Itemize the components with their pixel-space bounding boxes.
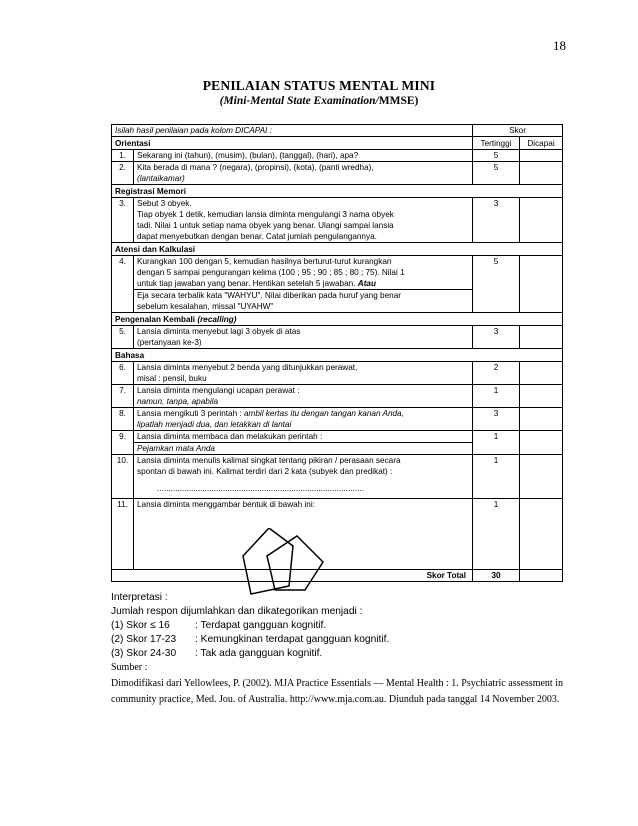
item-text: Lansia diminta membaca dan melakukan perintah : Pejamkan mata Anda bbox=[134, 431, 473, 455]
item-text: Lansia mengikuti 3 perintah : ambil kertas itu dengan tangan kanan Anda, lipatlah menjadi dua, dan letakkan di lantai bbox=[134, 408, 473, 431]
max-score: 3 bbox=[473, 408, 520, 431]
item-text: Lansia diminta menggambar bentuk di bawah ini: bbox=[134, 499, 473, 570]
table-row: 5. Lansia diminta menyebut lagi 3 obyek di atas (pertanyaan ke-3) 3 bbox=[112, 326, 563, 349]
item-text: Lansia diminta menyebut lagi 3 obyek di atas (pertanyaan ke-3) bbox=[134, 326, 473, 349]
interpretation-row: (3) Skor 24-30 : Tak ada gangguan kognitif. bbox=[111, 648, 323, 659]
max-score: 1 bbox=[473, 499, 520, 570]
document-subtitle bbox=[0, 95, 638, 107]
item-text: Sekarang ini (tahun), (musim), (bulan), (tanggal), (hari), apa? bbox=[134, 150, 473, 162]
section-atensi: Atensi dan Kalkulasi bbox=[112, 243, 563, 256]
source-text: Dimodifikasi dari Yellowlees, P. (2002). MJA Practice Essentials — Mental Health : 1. Psychiatric assessment in community practice, Med. Jou. of Australia. http://www.mja.com.au. Diunduh pada tanggal 14 November 2003. bbox=[111, 678, 563, 705]
subtitle-italic: (Mini-Mental State Examination/ bbox=[219, 95, 379, 107]
achieved-score-header: Dicapai bbox=[520, 137, 563, 150]
max-score: 1 bbox=[473, 385, 520, 408]
max-score: 1 bbox=[473, 431, 520, 455]
section-orientasi-row bbox=[112, 137, 563, 150]
achieved-score-input[interactable] bbox=[520, 455, 563, 499]
interpretation-row: (1) Skor ≤ 16 : Terdapat gangguan kognitif. bbox=[111, 620, 327, 631]
document-title: PENILAIAN STATUS MENTAL MINI bbox=[202, 78, 436, 93]
item-text: Lansia diminta mengulangi ucapan perawat : namun, tanpa, apabila bbox=[134, 385, 473, 408]
achieved-score-input[interactable] bbox=[520, 198, 563, 243]
total-label: Skor Total bbox=[112, 570, 473, 582]
achieved-score-input[interactable] bbox=[520, 162, 563, 185]
mmse-table bbox=[111, 124, 563, 582]
score-header: Skor bbox=[473, 125, 563, 137]
table-row: 10. Lansia diminta menulis kalimat singkat tentang pikiran / perasaan secara spontan di bawah ini. Kalimat terdiri dari 2 kata (subyek dan predikat) : ........................................................................................... 1 bbox=[112, 455, 563, 499]
interpretation-heading: Interpretasi : bbox=[111, 592, 168, 603]
section-registrasi: Registrasi Memori bbox=[112, 185, 563, 198]
section-orientasi: Orientasi bbox=[112, 137, 473, 150]
achieved-total-input[interactable] bbox=[520, 570, 563, 582]
table-row: 4. Kurangkan 100 dengan 5, kemudian hasilnya berturut-turut kurangkan dengan 5 sampai pengurangan kelima (100 ; 95 ; 90 ; 85 ; 80 ; 75). Nilai 1 untuk tiap jawaban yang benar. Hentikan setelah 5 jawaban. Atau Eja secara terbalik kata "WAHYU". Nilai diberikan pada huruf yang benar sebelum kesalahan, missal "UYAHW" 5 bbox=[112, 256, 563, 313]
section-bahasa: Bahasa bbox=[112, 349, 563, 362]
source-heading: Sumber : bbox=[111, 662, 148, 673]
achieved-score-input[interactable] bbox=[520, 326, 563, 349]
achieved-score-input[interactable] bbox=[520, 408, 563, 431]
table-row: 6. Lansia diminta menyebut 2 benda yang ditunjukkan perawat, misal : pensil, buku 2 bbox=[112, 362, 563, 385]
table-row: 3. Sebut 3 obyek. Tiap obyek 1 detik, kemudian lansia diminta mengulangi 3 nama obyek tadi. Nilai 1 untuk setiap nama obyek yang benar. Ulangi sampai lansia dapat menyebutkan dengan benar. Catat jumlah pengulangannya. 3 bbox=[112, 198, 563, 243]
pentagon-right bbox=[267, 536, 323, 590]
instruction-text: Isilah hasil penilaian pada kolom DICAPAI : bbox=[112, 125, 473, 137]
max-score: 1 bbox=[473, 455, 520, 499]
max-score: 3 bbox=[473, 326, 520, 349]
writing-line[interactable]: ........................................................................................... bbox=[157, 484, 365, 493]
table-row: 8. Lansia mengikuti 3 perintah : ambil kertas itu dengan tangan kanan Anda, lipatlah menjadi dua, dan letakkan di lantai 3 bbox=[112, 408, 563, 431]
item-text: Kita berada di mana ? (negara), (propinsi), (kota), (panti wredha), (lantaikamar) bbox=[134, 162, 473, 185]
max-score-header: Tertinggi bbox=[473, 137, 520, 150]
table-row: 11. Lansia diminta menggambar bentuk di bawah ini: 1 bbox=[112, 499, 563, 570]
achieved-score-input[interactable] bbox=[520, 431, 563, 455]
table-header-row bbox=[112, 125, 563, 137]
section-atensi-row bbox=[112, 243, 563, 256]
achieved-score-input[interactable] bbox=[520, 256, 563, 313]
achieved-score-input[interactable] bbox=[520, 385, 563, 408]
interpretation-section bbox=[111, 591, 563, 661]
interpretation-intro: Jumlah respon dijumlahkan dan dikategorikan menjadi : bbox=[111, 606, 363, 617]
table-row: 9. Lansia diminta membaca dan melakukan perintah : Pejamkan mata Anda 1 bbox=[112, 431, 563, 455]
achieved-score-input[interactable] bbox=[520, 150, 563, 162]
section-pengenalan: Pengenalan Kembali (recalling) bbox=[112, 313, 563, 326]
max-score: 3 bbox=[473, 198, 520, 243]
atau-label: Atau bbox=[357, 279, 376, 288]
table-row: 2. Kita berada di mana ? (negara), (propinsi), (kota), (panti wredha), (lantaikamar) 5 bbox=[112, 162, 563, 185]
max-score: 2 bbox=[473, 362, 520, 385]
section-registrasi-row bbox=[112, 185, 563, 198]
achieved-score-input[interactable] bbox=[520, 499, 563, 570]
item-text: Lansia diminta menulis kalimat singkat tentang pikiran / perasaan secara spontan di bawah ini. Kalimat terdiri dari 2 kata (subyek dan predikat) : ........................................................................................... bbox=[134, 455, 473, 499]
item-text: Kurangkan 100 dengan 5, kemudian hasilnya berturut-turut kurangkan dengan 5 sampai pengurangan kelima (100 ; 95 ; 90 ; 85 ; 80 ; 75). Nilai 1 untuk tiap jawaban yang benar. Hentikan setelah 5 jawaban. Atau Eja secara terbalik kata "WAHYU". Nilai diberikan pada huruf yang benar sebelum kesalahan, missal "UYAHW" bbox=[134, 256, 473, 313]
source-section bbox=[111, 660, 563, 708]
section-bahasa-row bbox=[112, 349, 563, 362]
item-text: Sebut 3 obyek. Tiap obyek 1 detik, kemudian lansia diminta mengulangi 3 nama obyek tadi. Nilai 1 untuk setiap nama obyek yang benar. Ulangi sampai lansia dapat menyebutkan dengan benar. Catat jumlah pengulangannya. bbox=[134, 198, 473, 243]
item-text: Lansia diminta menyebut 2 benda yang ditunjukkan perawat, misal : pensil, buku bbox=[134, 362, 473, 385]
total-row bbox=[112, 570, 563, 582]
section-pengenalan-row bbox=[112, 313, 563, 326]
subtitle-rest: MMSE) bbox=[378, 95, 419, 107]
total-value: 30 bbox=[473, 570, 520, 582]
interpretation-row: (2) Skor 17-23 : Kemungkinan terdapat gangguan kognitif. bbox=[111, 634, 390, 645]
page-number: 18 bbox=[553, 38, 566, 53]
max-score: 5 bbox=[473, 256, 520, 313]
max-score: 5 bbox=[473, 162, 520, 185]
achieved-score-input[interactable] bbox=[520, 362, 563, 385]
table-row: 1. Sekarang ini (tahun), (musim), (bulan), (tanggal), (hari), apa? 5 bbox=[112, 150, 563, 162]
intersecting-pentagons-figure bbox=[241, 528, 331, 598]
max-score: 5 bbox=[473, 150, 520, 162]
table-row: 7. Lansia diminta mengulangi ucapan perawat : namun, tanpa, apabila 1 bbox=[112, 385, 563, 408]
